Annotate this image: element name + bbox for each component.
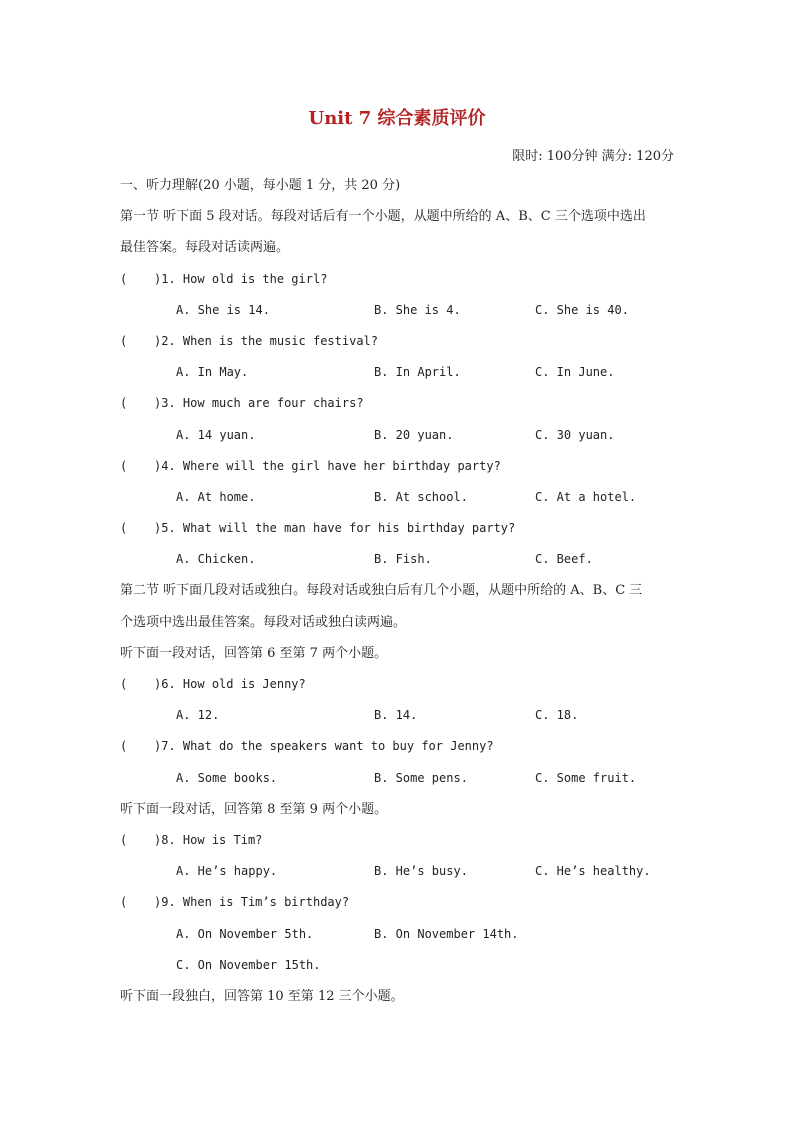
answer-blank: ( <box>120 677 128 691</box>
options-3 <box>120 420 680 451</box>
page-title: Unit 7 综合素质评价 <box>308 108 486 129</box>
option-b: B. 14. <box>374 708 418 723</box>
sub-instruction-8-9: 听下面一段对话，回答第 8 至第 9 两个小题。 <box>120 801 388 817</box>
section-title: 一、听力理解(20 小题，每小题 1 分，共 20 分) <box>120 178 401 193</box>
option-a: A. Some books. <box>176 770 278 785</box>
options-1 <box>120 295 680 326</box>
option-c: C. On November 15th. <box>176 957 321 972</box>
question-text: Where will the girl have her birthday party? <box>182 458 501 473</box>
answer-blank: ( <box>120 271 128 286</box>
option-a: A. On November 5th. <box>176 926 314 941</box>
question-7 <box>120 731 680 762</box>
option-a: A. 14 yuan. <box>176 427 256 442</box>
option-a: A. She is 14. <box>176 302 270 317</box>
question-3 <box>120 388 680 419</box>
question-number: )7. <box>154 739 176 754</box>
answer-blank: ( <box>120 396 128 411</box>
option-c: C. 18. <box>535 708 579 723</box>
question-number: )9. <box>154 895 176 910</box>
answer-blank: ( <box>120 739 128 754</box>
option-b: B. He’s busy. <box>374 864 468 879</box>
option-a: A. In May. <box>176 365 249 380</box>
question-text: How much are four chairs? <box>182 396 364 411</box>
content <box>120 170 680 1012</box>
question-number: )5. <box>154 521 176 536</box>
option-c: C. In June. <box>535 365 615 380</box>
part2-instruction-2: 个选项中选出最佳答案。每段对话或独白读两遍。 <box>120 614 407 630</box>
options-7 <box>120 763 680 794</box>
options-8 <box>120 856 680 887</box>
question-5 <box>120 513 680 544</box>
option-b: B. 20 yuan. <box>374 427 454 442</box>
question-text: What will the man have for his birthday party? <box>182 521 516 536</box>
options-5 <box>120 544 680 575</box>
option-c: C. 30 yuan. <box>535 427 615 442</box>
question-number: )2. <box>154 333 176 348</box>
option-a: A. Chicken. <box>176 552 256 567</box>
question-text: How is Tim? <box>182 832 263 847</box>
part1-instruction-1: 第一节 听下面 5 段对话。每段对话后有一个小题，从题中所给的 A、B、C 三个选项中选出 <box>120 209 646 225</box>
option-c: C. He’s healthy. <box>535 864 651 879</box>
question-number: )1. <box>154 271 176 286</box>
option-c: C. At a hotel. <box>535 489 637 504</box>
option-b: B. Fish. <box>374 552 432 567</box>
answer-blank: ( <box>120 458 128 473</box>
answer-blank: ( <box>120 333 128 348</box>
sub-instruction-6-7: 听下面一段对话，回答第 6 至第 7 两个小题。 <box>120 645 388 661</box>
option-a: A. At home. <box>176 489 256 504</box>
answer-blank: ( <box>120 521 128 536</box>
question-text: What do the speakers want to buy for Jenny? <box>182 739 494 754</box>
part2-instruction-1: 第二节 听下面几段对话或独白。每段对话或独白后有几个小题，从题中所给的 A、B、C 三 <box>120 583 643 599</box>
question-text: When is Tim’s birthday? <box>182 895 350 910</box>
question-4 <box>120 451 680 482</box>
question-number: )6. <box>154 677 176 691</box>
options-6 <box>120 700 680 731</box>
time-limit: 限时: 100分钟 满分: 120分 <box>512 149 674 164</box>
answer-blank: ( <box>120 832 128 847</box>
question-1 <box>120 264 680 295</box>
sub-instruction-10-12: 听下面一段独白，回答第 10 至第 12 三个小题。 <box>120 988 404 1004</box>
question-text: How old is the girl? <box>182 271 328 286</box>
option-c: C. Some fruit. <box>535 770 637 785</box>
question-text: When is the music festival? <box>182 333 378 348</box>
question-number: )8. <box>154 832 176 847</box>
option-c: C. She is 40. <box>535 302 629 317</box>
option-b: B. On November 14th. <box>374 926 519 941</box>
options-4 <box>120 482 680 513</box>
question-number: )4. <box>154 458 176 473</box>
option-a: A. 12. <box>176 708 220 723</box>
question-number: )3. <box>154 396 176 411</box>
question-6 <box>120 669 680 700</box>
option-c: C. Beef. <box>535 552 593 567</box>
options-9-cont <box>120 950 680 981</box>
options-9 <box>120 919 680 950</box>
question-2 <box>120 326 680 357</box>
answer-blank: ( <box>120 895 128 910</box>
question-9 <box>120 887 680 918</box>
option-b: B. Some pens. <box>374 770 468 785</box>
question-8 <box>120 825 680 856</box>
question-text: How old is Jenny? <box>182 677 306 691</box>
options-2 <box>120 357 680 388</box>
option-b: B. At school. <box>374 489 468 504</box>
option-b: B. She is 4. <box>374 302 461 317</box>
option-b: B. In April. <box>374 365 461 380</box>
option-a: A. He’s happy. <box>176 864 278 879</box>
part1-instruction-2: 最佳答案。每段对话读两遍。 <box>120 240 290 256</box>
